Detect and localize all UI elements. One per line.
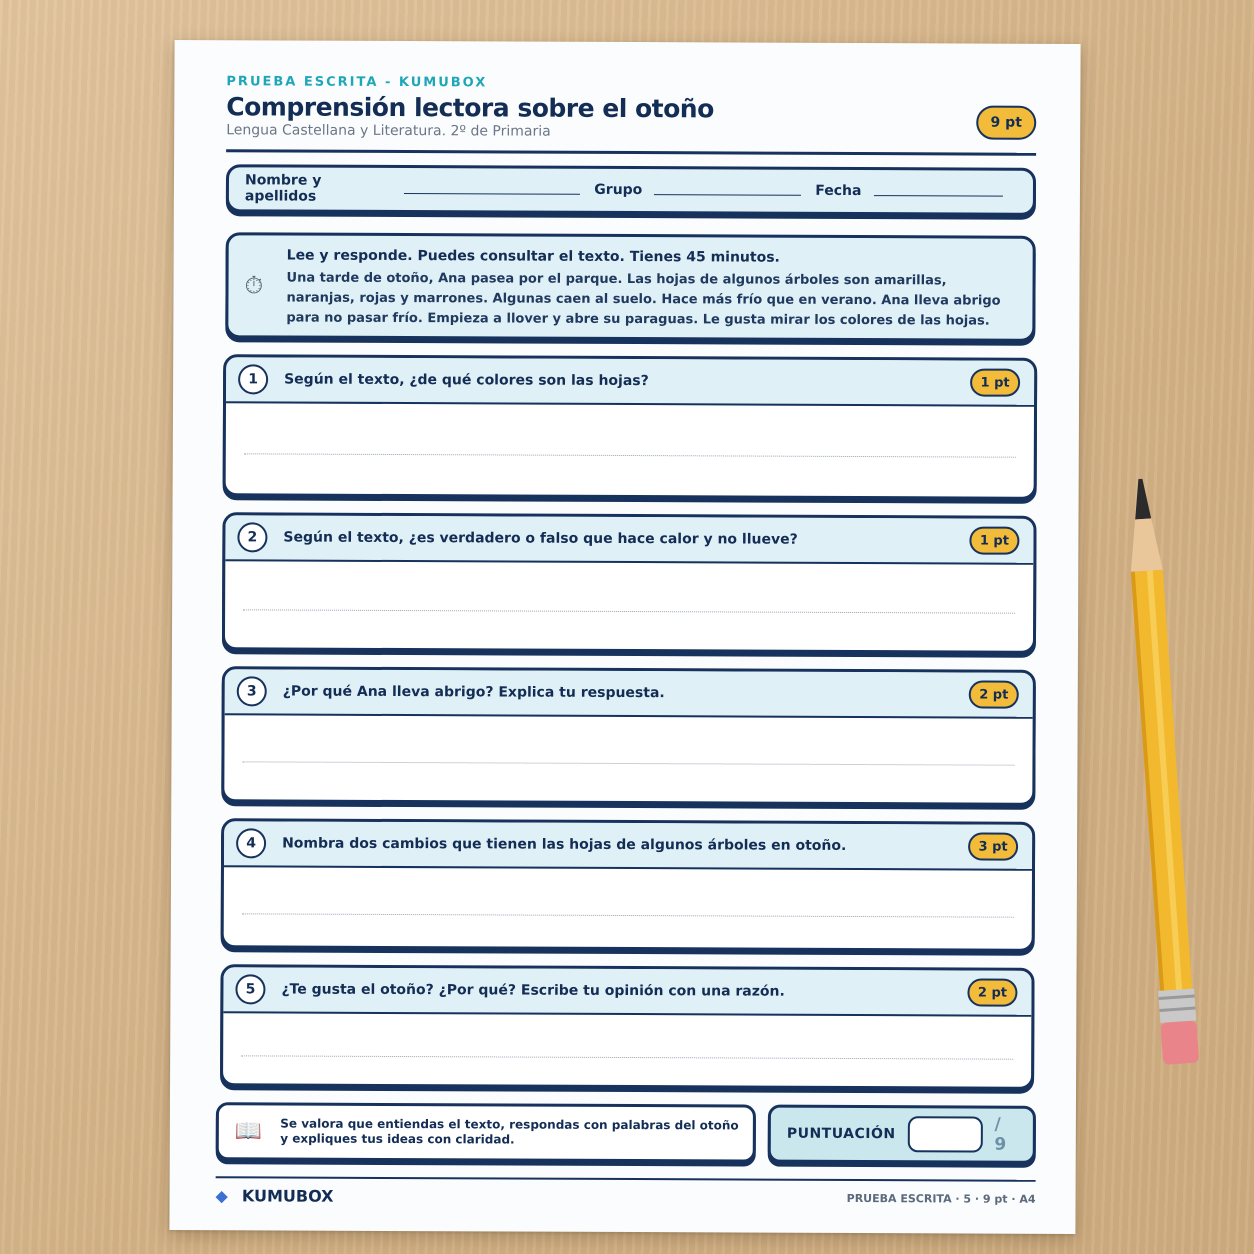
footer-brand: KUMUBOX (241, 1186, 334, 1206)
question-number: 1 (238, 364, 268, 394)
name-field[interactable] (404, 193, 580, 195)
worksheet-header (226, 74, 1036, 156)
footer-meta: PRUEBA ESCRITA · 5 · 9 pt · A4 (846, 1191, 1036, 1206)
open-book-icon: 📖 (234, 1118, 263, 1144)
question-card-1 (223, 354, 1038, 500)
page-title: Comprensión lectora sobre el otoño (226, 92, 714, 124)
kumubox-logo-icon: ◆ (215, 1186, 228, 1206)
total-points-badge: 9 pt (976, 106, 1036, 140)
instructions-lead: Lee y responde. Puedes consultar el texto. Tienes 45 minutos. (286, 247, 780, 266)
answer-area[interactable] (224, 867, 1032, 949)
date-field[interactable] (873, 195, 1003, 197)
group-label: Grupo (594, 181, 643, 199)
reading-passage: Una tarde de otoño, Ana pasea por el parque. Las hojas de algunos árboles son amarillas, naranjas, rojas y marrones. Algunas caen al suelo. Hace más frío que en verano. Ana lleva abrigo para no pasar frío. Empieza a llover y abre su paraguas. Le gusta mirar los colores de las hojas. (286, 270, 1001, 329)
question-text: ¿Por qué Ana lleva abrigo? Explica tu respuesta. (282, 683, 665, 702)
score-total: / 9 (994, 1114, 1007, 1155)
points-badge: 1 pt (970, 369, 1020, 397)
answer-line (242, 761, 1014, 765)
question-text: Según el texto, ¿es verdadero o falso que hace calor y no llueve? (283, 529, 798, 548)
question-card-3 (221, 666, 1036, 806)
answer-area[interactable] (224, 715, 1032, 803)
score-box (768, 1105, 1036, 1164)
pencil-icon (1126, 478, 1206, 1098)
date-label: Fecha (815, 182, 862, 200)
answer-line (244, 453, 1016, 457)
score-input[interactable] (908, 1116, 983, 1152)
answer-area[interactable] (226, 403, 1034, 497)
page-subtitle: Lengua Castellana y Literatura. 2º de Primaria (226, 122, 551, 140)
question-card-2 (222, 512, 1037, 654)
name-label: Nombre y apellidos (244, 172, 322, 205)
header-kicker: PRUEBA ESCRITA - KUMUBOX (226, 74, 488, 91)
answer-area[interactable] (225, 561, 1033, 651)
stopwatch-icon: ⏱ (244, 271, 264, 300)
answer-line (242, 913, 1014, 917)
question-card-4 (221, 818, 1036, 952)
question-card-5 (220, 964, 1035, 1090)
question-text: ¿Te gusta el otoño? ¿Por qué? Escribe tu opinión con una razón. (281, 981, 785, 1000)
points-badge: 2 pt (969, 681, 1019, 709)
group-field[interactable] (654, 194, 801, 196)
question-number: 5 (235, 974, 265, 1004)
question-text: Nombra dos cambios que tienen las hojas de algunos árboles en otoño. (282, 835, 847, 854)
answer-line (243, 609, 1015, 613)
student-info-box (226, 164, 1036, 216)
points-badge: 1 pt (969, 527, 1019, 555)
answer-area[interactable] (223, 1013, 1031, 1087)
points-badge: 2 pt (967, 978, 1017, 1006)
question-text: Según el texto, ¿de qué colores son las hojas? (284, 371, 649, 390)
score-label: PUNTUACIÓN (786, 1125, 896, 1143)
question-number: 3 (237, 676, 267, 706)
question-number: 4 (236, 828, 266, 858)
instructions-box (225, 232, 1035, 342)
assessment-note (216, 1102, 756, 1162)
points-badge: 3 pt (968, 832, 1018, 860)
page-footer (216, 1176, 1036, 1209)
worksheet-page (169, 40, 1080, 1234)
answer-line (241, 1055, 1013, 1059)
question-number: 2 (237, 522, 267, 552)
assessment-note-text: Se valora que entiendas el texto, respondas con palabras del otoño y expliques tus ideas con claridad. (280, 1116, 739, 1147)
